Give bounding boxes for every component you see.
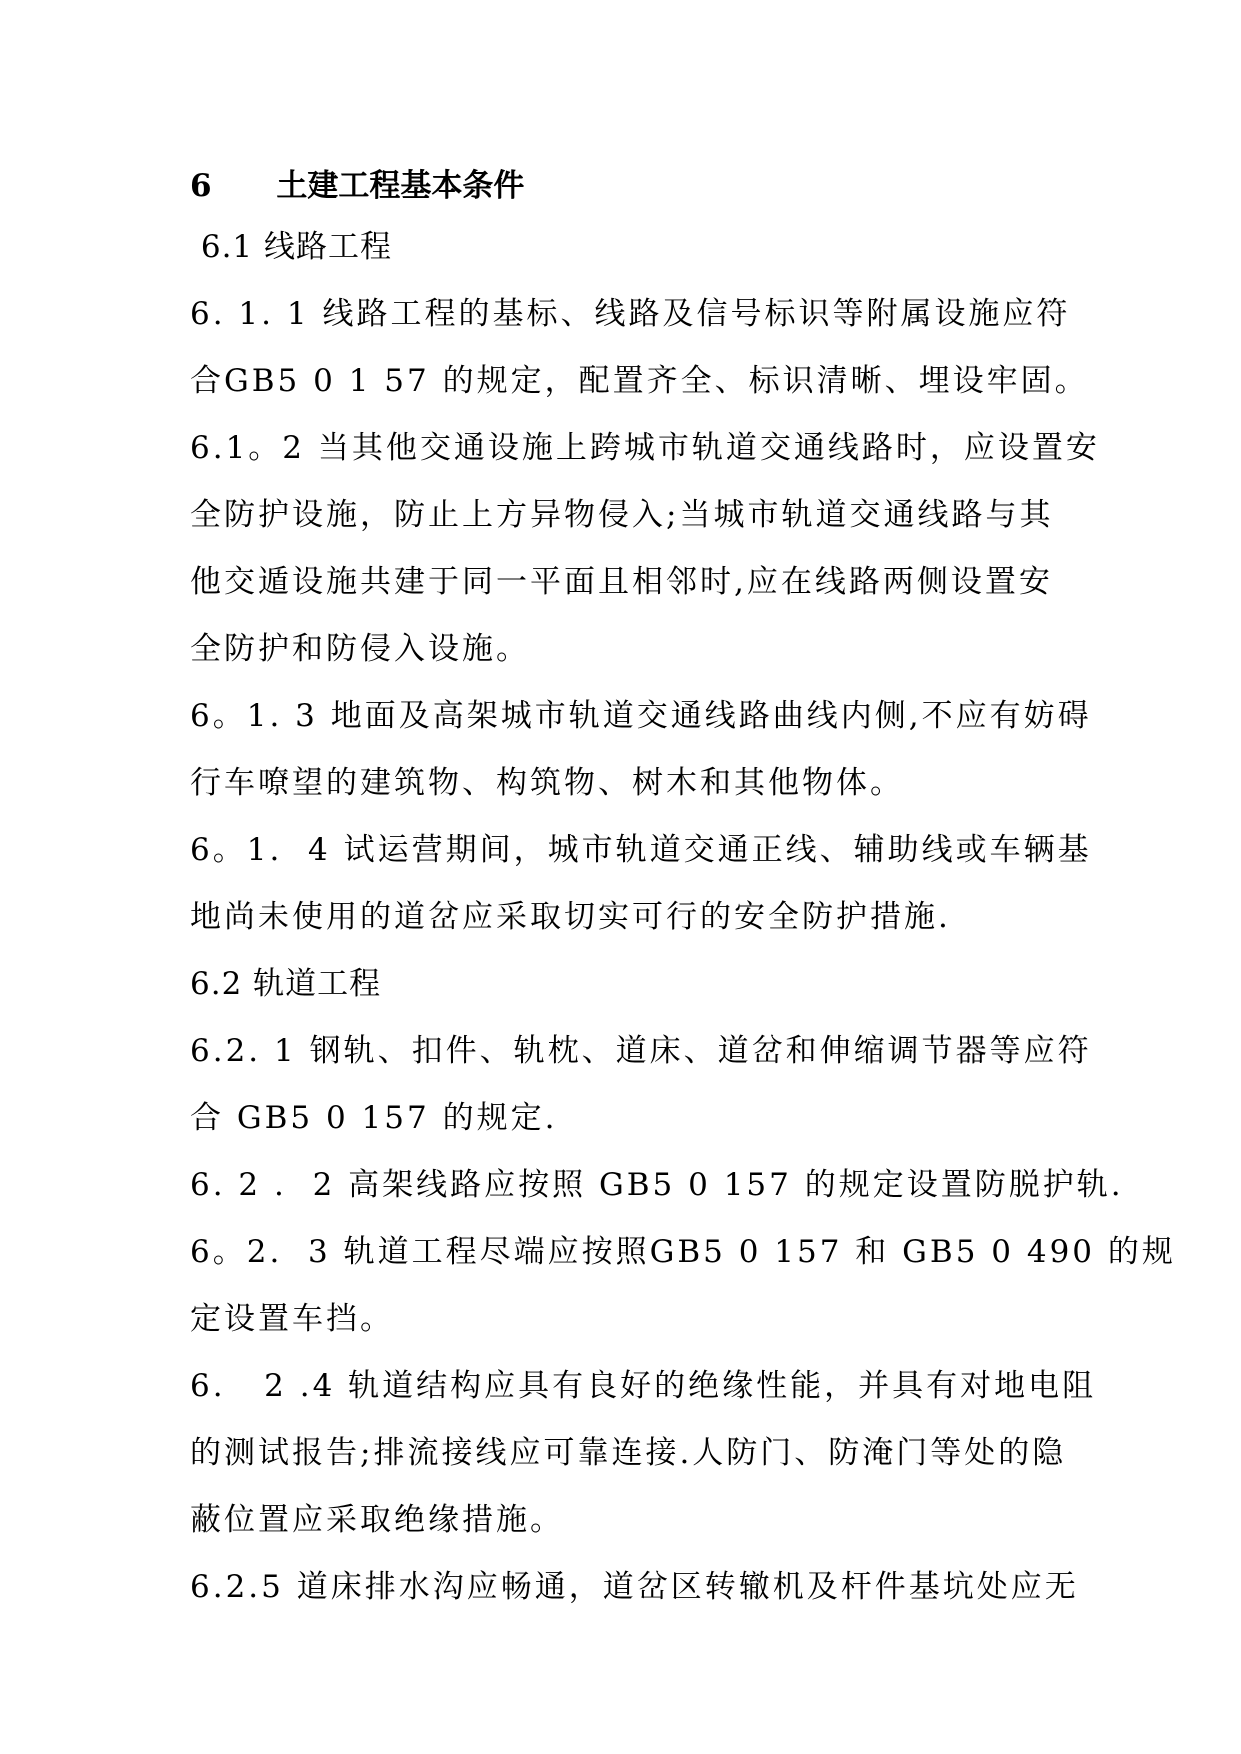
document-body bbox=[190, 158, 1176, 1621]
section-heading: 6.1 线路工程 bbox=[190, 229, 393, 265]
text-line: 6。2. 3 轨道工程尽端应按照GB5 0 157 和 GB5 0 490 的规 bbox=[190, 1234, 1176, 1270]
text-line: 蔽位置应采取绝缘措施。 bbox=[190, 1502, 564, 1538]
text-line: 行车嘹望的建筑物、构筑物、树木和其他物体。 bbox=[190, 765, 904, 801]
text-line: 合 GB5 0 157 的规定. bbox=[190, 1100, 558, 1136]
text-line: 6. 1. 1 线路工程的基标、线路及信号标识等附属设施应符 bbox=[190, 296, 1071, 332]
text-line: 合GB5 0 1 57 的规定，配置齐全、标识清晰、埋设牢固。 bbox=[190, 363, 1089, 399]
section-heading: 6.2 轨道工程 bbox=[190, 966, 382, 1002]
text-line: 全防护和防侵入设施。 bbox=[190, 631, 530, 667]
text-line: 定设置车挡。 bbox=[190, 1301, 394, 1337]
text-line: 6. 2 .4 轨道结构应具有良好的绝缘性能，并具有对地电阻 bbox=[190, 1368, 1097, 1404]
text-line: 全防护设施，防止上方异物侵入;当城市轨道交通线路与其 bbox=[190, 497, 1054, 533]
text-line: 6.2.5 道床排水沟应畅通，道岔区转辙机及杆件基坑处应无 bbox=[190, 1569, 1079, 1605]
text-line: 6.1。2 当其他交通设施上跨城市轨道交通线路时，应设置安 bbox=[190, 430, 1100, 466]
text-line: 6。1. 4 试运营期间，城市轨道交通正线、辅助线或车辆基 bbox=[190, 832, 1092, 868]
text-line: 6. 2 . 2 高架线路应按照 GB5 0 157 的规定设置防脱护轨. bbox=[190, 1167, 1124, 1203]
text-line: 他交遁设施共建于同一平面且相邻时,应在线路两侧设置安 bbox=[190, 564, 1053, 600]
text-line: 6.2. 1 钢轨、扣件、轨枕、道床、道岔和伸缩调节器等应符 bbox=[190, 1033, 1092, 1069]
text-line: 6。1. 3 地面及高架城市轨道交通线路曲线内侧,不应有妨碍 bbox=[190, 698, 1092, 734]
text-line: 地尚未使用的道岔应采取切实可行的安全防护措施. bbox=[190, 899, 951, 935]
chapter-heading: 6 土建工程基本条件 bbox=[190, 168, 525, 204]
text-line: 的测试报告;排流接线应可靠连接.人防门、防淹门等处的隐 bbox=[190, 1435, 1067, 1471]
